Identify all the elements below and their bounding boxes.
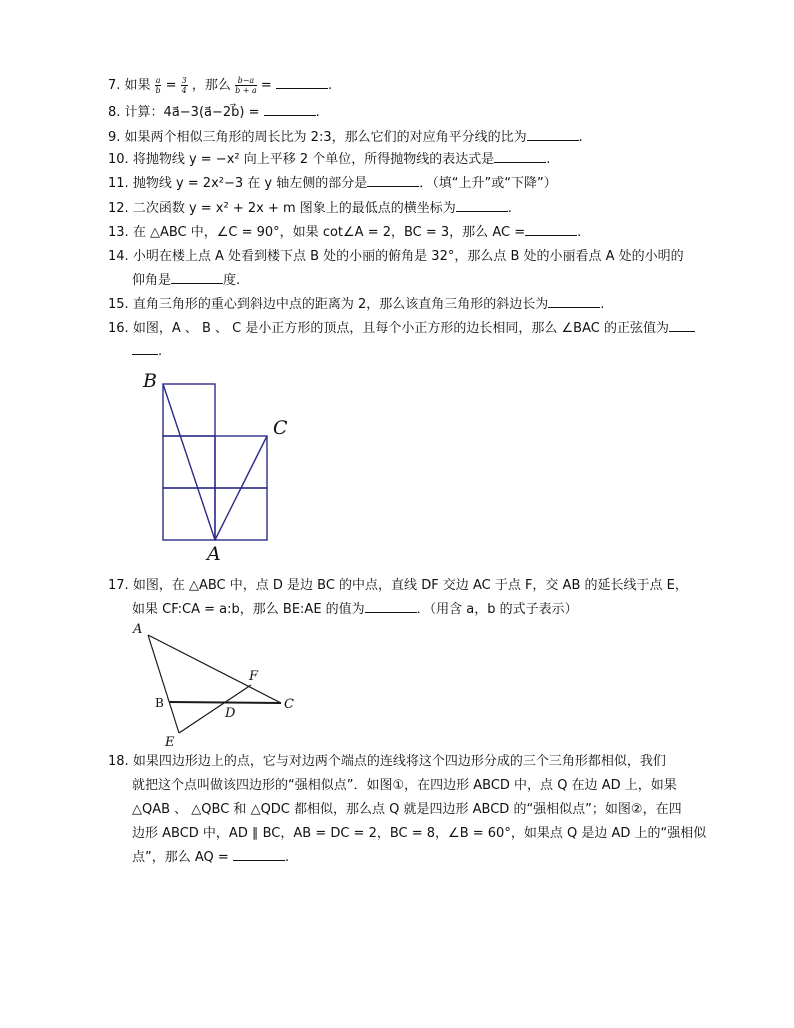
question-number: 15.: [108, 297, 129, 312]
question-number: 16.: [108, 321, 129, 336]
question-17-line-2: [132, 600, 578, 620]
answer-blank[interactable]: [527, 128, 579, 141]
question-18-line-3: [132, 800, 682, 820]
numerator: 3: [181, 76, 187, 85]
question-text: △QAB 、 △QBC 和 △QDC 都相似，那么点 Q 就是四边形 ABCD 的“强相似点”；如图②，在四: [132, 802, 682, 817]
point-label-d: D: [225, 706, 236, 721]
question-text: 仰角是: [132, 273, 172, 288]
question-text: 如图，在 △ABC 中，点 D 是边 BC 的中点，直线 DF 交边 AC 于点 F，交 AB 的延长线于点 E，: [132, 578, 688, 593]
question-end: .: [578, 130, 583, 145]
answer-blank[interactable]: [132, 342, 158, 355]
question-number: 12.: [108, 201, 129, 216]
question-end: .: [315, 105, 320, 120]
question-number: 11.: [108, 176, 129, 191]
question-7: [108, 76, 332, 96]
numerator: a: [155, 76, 161, 85]
question-end: .: [600, 297, 605, 312]
question-end: .: [507, 201, 512, 216]
question-text: 点”，那么 AQ =: [132, 850, 229, 865]
grid-square: [215, 488, 267, 540]
fraction: [181, 76, 188, 95]
question-text: 如果: [124, 78, 151, 93]
segment-ef: [179, 685, 251, 733]
question-15: [108, 295, 604, 315]
question-12: [108, 199, 512, 219]
question-text: 小明在楼上点 A 处看到楼下点 B 处的小丽的俯角是 32°，那么点 B 处的小丽看点 A 处的小明的: [132, 249, 684, 264]
point-label-c: C: [273, 417, 288, 439]
answer-blank[interactable]: [365, 600, 417, 613]
figure-16-grid-diagram: [130, 362, 290, 567]
answer-blank[interactable]: [264, 103, 316, 116]
question-text: 计算：4a⃗−3(a⃗−2b⃗) =: [124, 105, 264, 120]
grid-square: [163, 384, 215, 436]
answer-blank[interactable]: [548, 295, 600, 308]
question-text: 度.: [223, 273, 241, 288]
question-text: 抛物线 y = 2x²−3 在 y 轴左侧的部分是: [132, 176, 368, 191]
equals-sign: =: [260, 78, 272, 93]
question-18: [108, 752, 666, 772]
segment-ab: [163, 384, 215, 540]
question-text: 如图，A 、 B 、 C 是小正方形的顶点，且每个小正方形的边长相同，那么 ∠BAC 的正弦值为: [132, 321, 669, 336]
question-end: .: [158, 344, 163, 359]
denominator: 4: [181, 86, 187, 95]
answer-blank[interactable]: [456, 199, 508, 212]
question-text: 就把这个点叫做该四边形的“强相似点”．如图①，在四边形 ABCD 中，点 Q 在边 AD 上，如果: [132, 778, 677, 793]
question-text: 如果 CF:CA = a:b，那么 BE:AE 的值为: [132, 602, 365, 617]
point-label-a: A: [133, 622, 143, 637]
question-8: [108, 103, 320, 123]
point-label-a: A: [207, 543, 221, 565]
question-18-line-5: [132, 848, 289, 868]
question-text: ，那么: [191, 78, 231, 93]
question-number: 9.: [108, 130, 121, 145]
denominator: b + a: [235, 86, 257, 95]
answer-blank[interactable]: [171, 271, 223, 284]
question-text: 如果四边形边上的点，它与对边两个端点的连线将这个四边形分成的三个三角形都相似，我们: [132, 754, 666, 769]
question-18-line-4: [132, 824, 706, 844]
question-number: 10.: [108, 152, 129, 167]
fraction: [155, 76, 162, 95]
question-16: [108, 319, 695, 339]
question-end: .: [577, 225, 582, 240]
answer-blank[interactable]: [525, 223, 577, 236]
question-16-line-2: [132, 342, 162, 362]
triangle-lines: [148, 635, 281, 733]
question-14: [108, 247, 684, 267]
question-17: [108, 576, 688, 596]
question-18-line-2: [132, 776, 677, 796]
grid-square: [215, 436, 267, 488]
denominator: b: [155, 86, 161, 95]
segment-ac: [148, 635, 281, 703]
grid-squares: [163, 384, 267, 540]
point-label-e: E: [165, 735, 175, 750]
answer-blank[interactable]: [494, 150, 546, 163]
question-text: 二次函数 y = x² + 2x + m 图象上的最低点的横坐标为: [132, 201, 456, 216]
figure-17-triangle-diagram: [125, 618, 310, 750]
fraction: [235, 76, 257, 95]
numerator: b−a: [235, 76, 257, 86]
segment-ae: [148, 635, 179, 733]
question-text: 直角三角形的重心到斜边中点的距离为 2，那么该直角三角形的斜边长为: [132, 297, 549, 312]
point-label-f: F: [249, 669, 259, 684]
equals-sign: =: [165, 78, 177, 93]
answer-blank[interactable]: [233, 848, 285, 861]
question-text: 在 △ABC 中，∠C = 90°，如果 cot∠A = 2，BC = 3，那么 AC =: [132, 225, 526, 240]
question-13: [108, 223, 581, 243]
question-number: 17.: [108, 578, 129, 593]
question-text: 如果两个相似三角形的周长比为 2:3，那么它们的对应角平分线的比为: [124, 130, 527, 145]
question-end: .: [327, 78, 333, 93]
question-number: 13.: [108, 225, 129, 240]
question-text: ．（用含 a，b 的式子表示）: [416, 602, 578, 617]
answer-blank[interactable]: [367, 174, 419, 187]
question-number: 7.: [108, 78, 121, 93]
question-end: ．（填“上升”或“下降”）: [419, 176, 557, 191]
question-text: 将抛物线 y = −x² 向上平移 2 个单位，所得抛物线的表达式是: [132, 152, 495, 167]
point-label-c: C: [284, 697, 294, 712]
answer-blank[interactable]: [276, 76, 328, 89]
question-end: .: [284, 850, 290, 865]
question-14-line-2: [132, 271, 240, 291]
question-end: .: [546, 152, 551, 167]
question-number: 18.: [108, 754, 129, 769]
question-11: [108, 174, 557, 194]
question-10: [108, 150, 550, 170]
point-label-b: B: [155, 696, 164, 710]
question-text: 边形 ABCD 中，AD ∥ BC，AB = DC = 2，BC = 8，∠B = 60°，如果点 Q 是边 AD 上的“强相似: [132, 826, 707, 841]
point-label-b: B: [143, 370, 157, 392]
question-number: 8.: [108, 105, 121, 120]
question-9: [108, 128, 583, 148]
answer-blank[interactable]: [669, 319, 695, 332]
grid-square: [163, 488, 215, 540]
question-number: 14.: [108, 249, 129, 264]
